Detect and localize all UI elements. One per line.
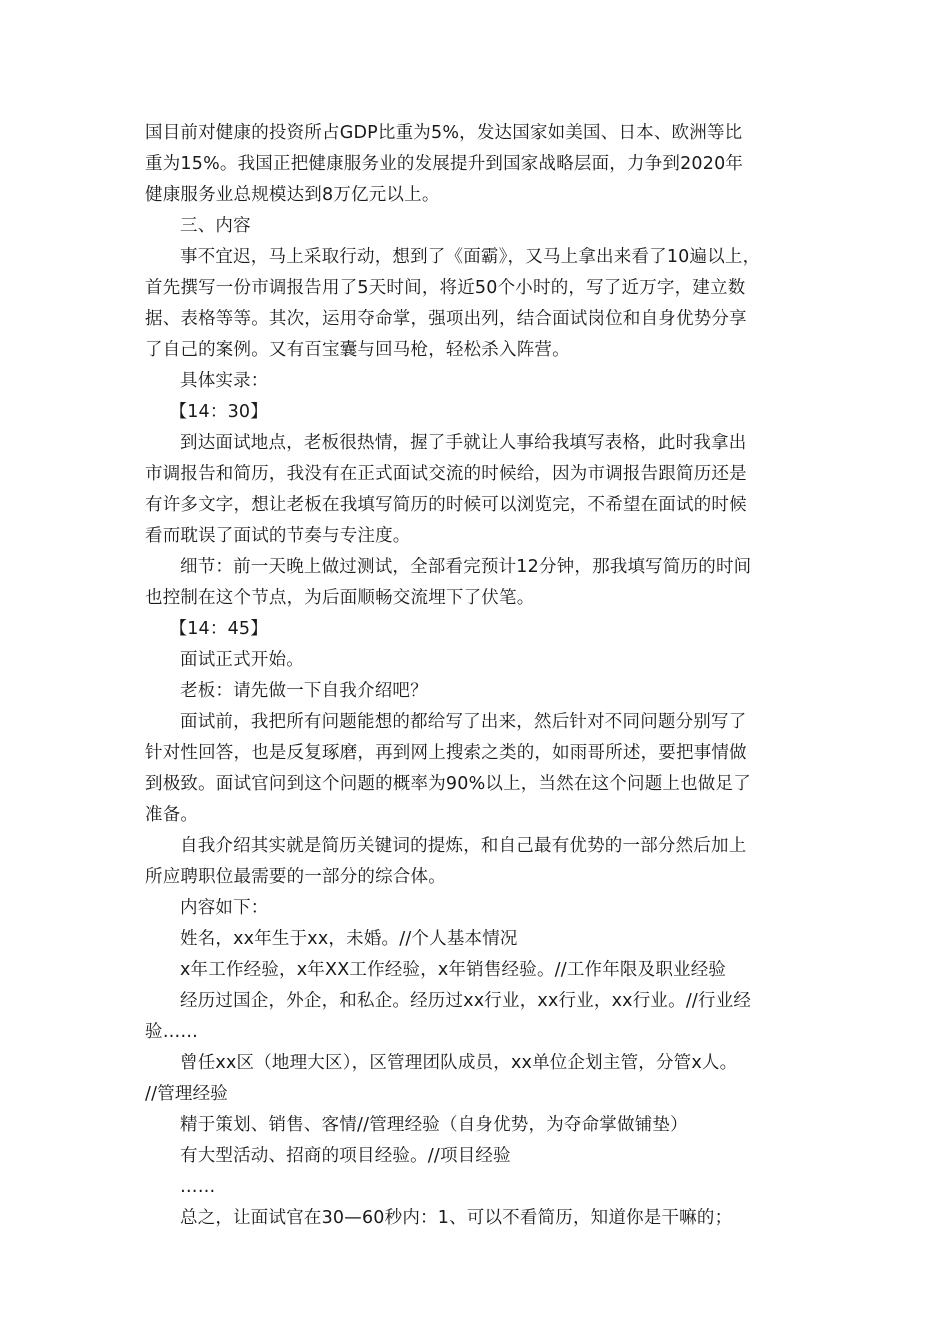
text-line: 到极致。面试官问到这个问题的概率为90%以上，当然在这个问题上也做足了	[145, 774, 751, 794]
text-line: 也控制在这个节点，为后面顺畅交流埋下了伏笔。	[145, 588, 535, 608]
text-line: 准备。	[145, 805, 199, 825]
text-line: 了自己的案例。又有百宝囊与回马枪，轻松杀入阵营。	[145, 340, 570, 360]
text-line: 据、表格等等。其次，运用夺命掌，强项出列，结合面试岗位和自身优势分享	[145, 309, 747, 329]
text-line: 有许多文字，想让老板在我填写简历的时候可以浏览完，不希望在面试的时候	[145, 495, 747, 515]
text-line: 细节：前一天晚上做过测试，全部看完预计12分钟，那我填写简历的时间	[180, 557, 752, 577]
text-line: 重为15%。我国正把健康服务业的发展提升到国家战略层面，力争到2020年	[145, 154, 744, 174]
document-body	[145, 118, 810, 1234]
text-line: 看而耽误了面试的节奏与专注度。	[145, 526, 411, 546]
text-line: 有大型活动、招商的项目经验。//项目经验	[180, 1146, 511, 1166]
time-marker: 【14：30】	[169, 402, 268, 422]
text-line: 国目前对健康的投资所占GDP比重为5%，发达国家如美国、日本、欧洲等比	[145, 123, 743, 143]
text-line: 老板：请先做一下自我介绍吧？	[180, 681, 428, 701]
time-marker: 【14：45】	[169, 619, 268, 639]
text-line: ……	[180, 1177, 216, 1197]
text-line: 健康服务业总规模达到8万亿元以上。	[145, 185, 440, 205]
text-line: 市调报告和简历，我没有在正式面试交流的时候给，因为市调报告跟简历还是	[145, 464, 747, 484]
text-line: 姓名，xx年生于xx，未婚。//个人基本情况	[180, 929, 518, 949]
text-line: 自我介绍其实就是简历关键词的提炼，和自己最有优势的一部分然后加上	[180, 836, 747, 856]
text-line: x年工作经验，x年XX工作经验，x年销售经验。//工作年限及职业经验	[180, 960, 727, 980]
text-line: 面试前，我把所有问题能想的都给写了出来，然后针对不同问题分别写了	[180, 712, 747, 732]
section-heading: 三、内容	[180, 216, 251, 236]
text-line: 所应聘职位最需要的一部分的综合体。	[145, 867, 446, 887]
text-line: 事不宜迟，马上采取行动，想到了《面霸》，又马上拿出来看了10遍以上，	[180, 247, 761, 267]
text-line: 面试正式开始。	[180, 650, 304, 670]
text-line: 针对性回答，也是反复琢磨，再到网上搜索之类的，如雨哥所述，要把事情做	[145, 743, 747, 763]
text-line: //管理经验	[145, 1084, 228, 1104]
text-line: 经历过国企，外企，和私企。经历过xx行业，xx行业，xx行业。//行业经	[180, 991, 752, 1011]
text-line: 首先撰写一份市调报告用了5天时间，将近50个小时的，写了近万字，建立数	[145, 278, 746, 298]
text-line: 验……	[145, 1022, 199, 1042]
text-line: 具体实录：	[180, 371, 269, 391]
text-line: 内容如下：	[180, 898, 269, 918]
text-line: 到达面试地点，老板很热情，握了手就让人事给我填写表格，此时我拿出	[180, 433, 747, 453]
text-line: 精于策划、销售、客情//管理经验（自身优势，为夺命掌做铺垫）	[180, 1115, 688, 1135]
text-line: 总之，让面试官在30—60秒内：1、可以不看简历，知道你是干嘛的；	[180, 1208, 733, 1228]
text-line: 曾任xx区（地理大区），区管理团队成员，xx单位企划主管，分管x人。	[180, 1053, 738, 1073]
